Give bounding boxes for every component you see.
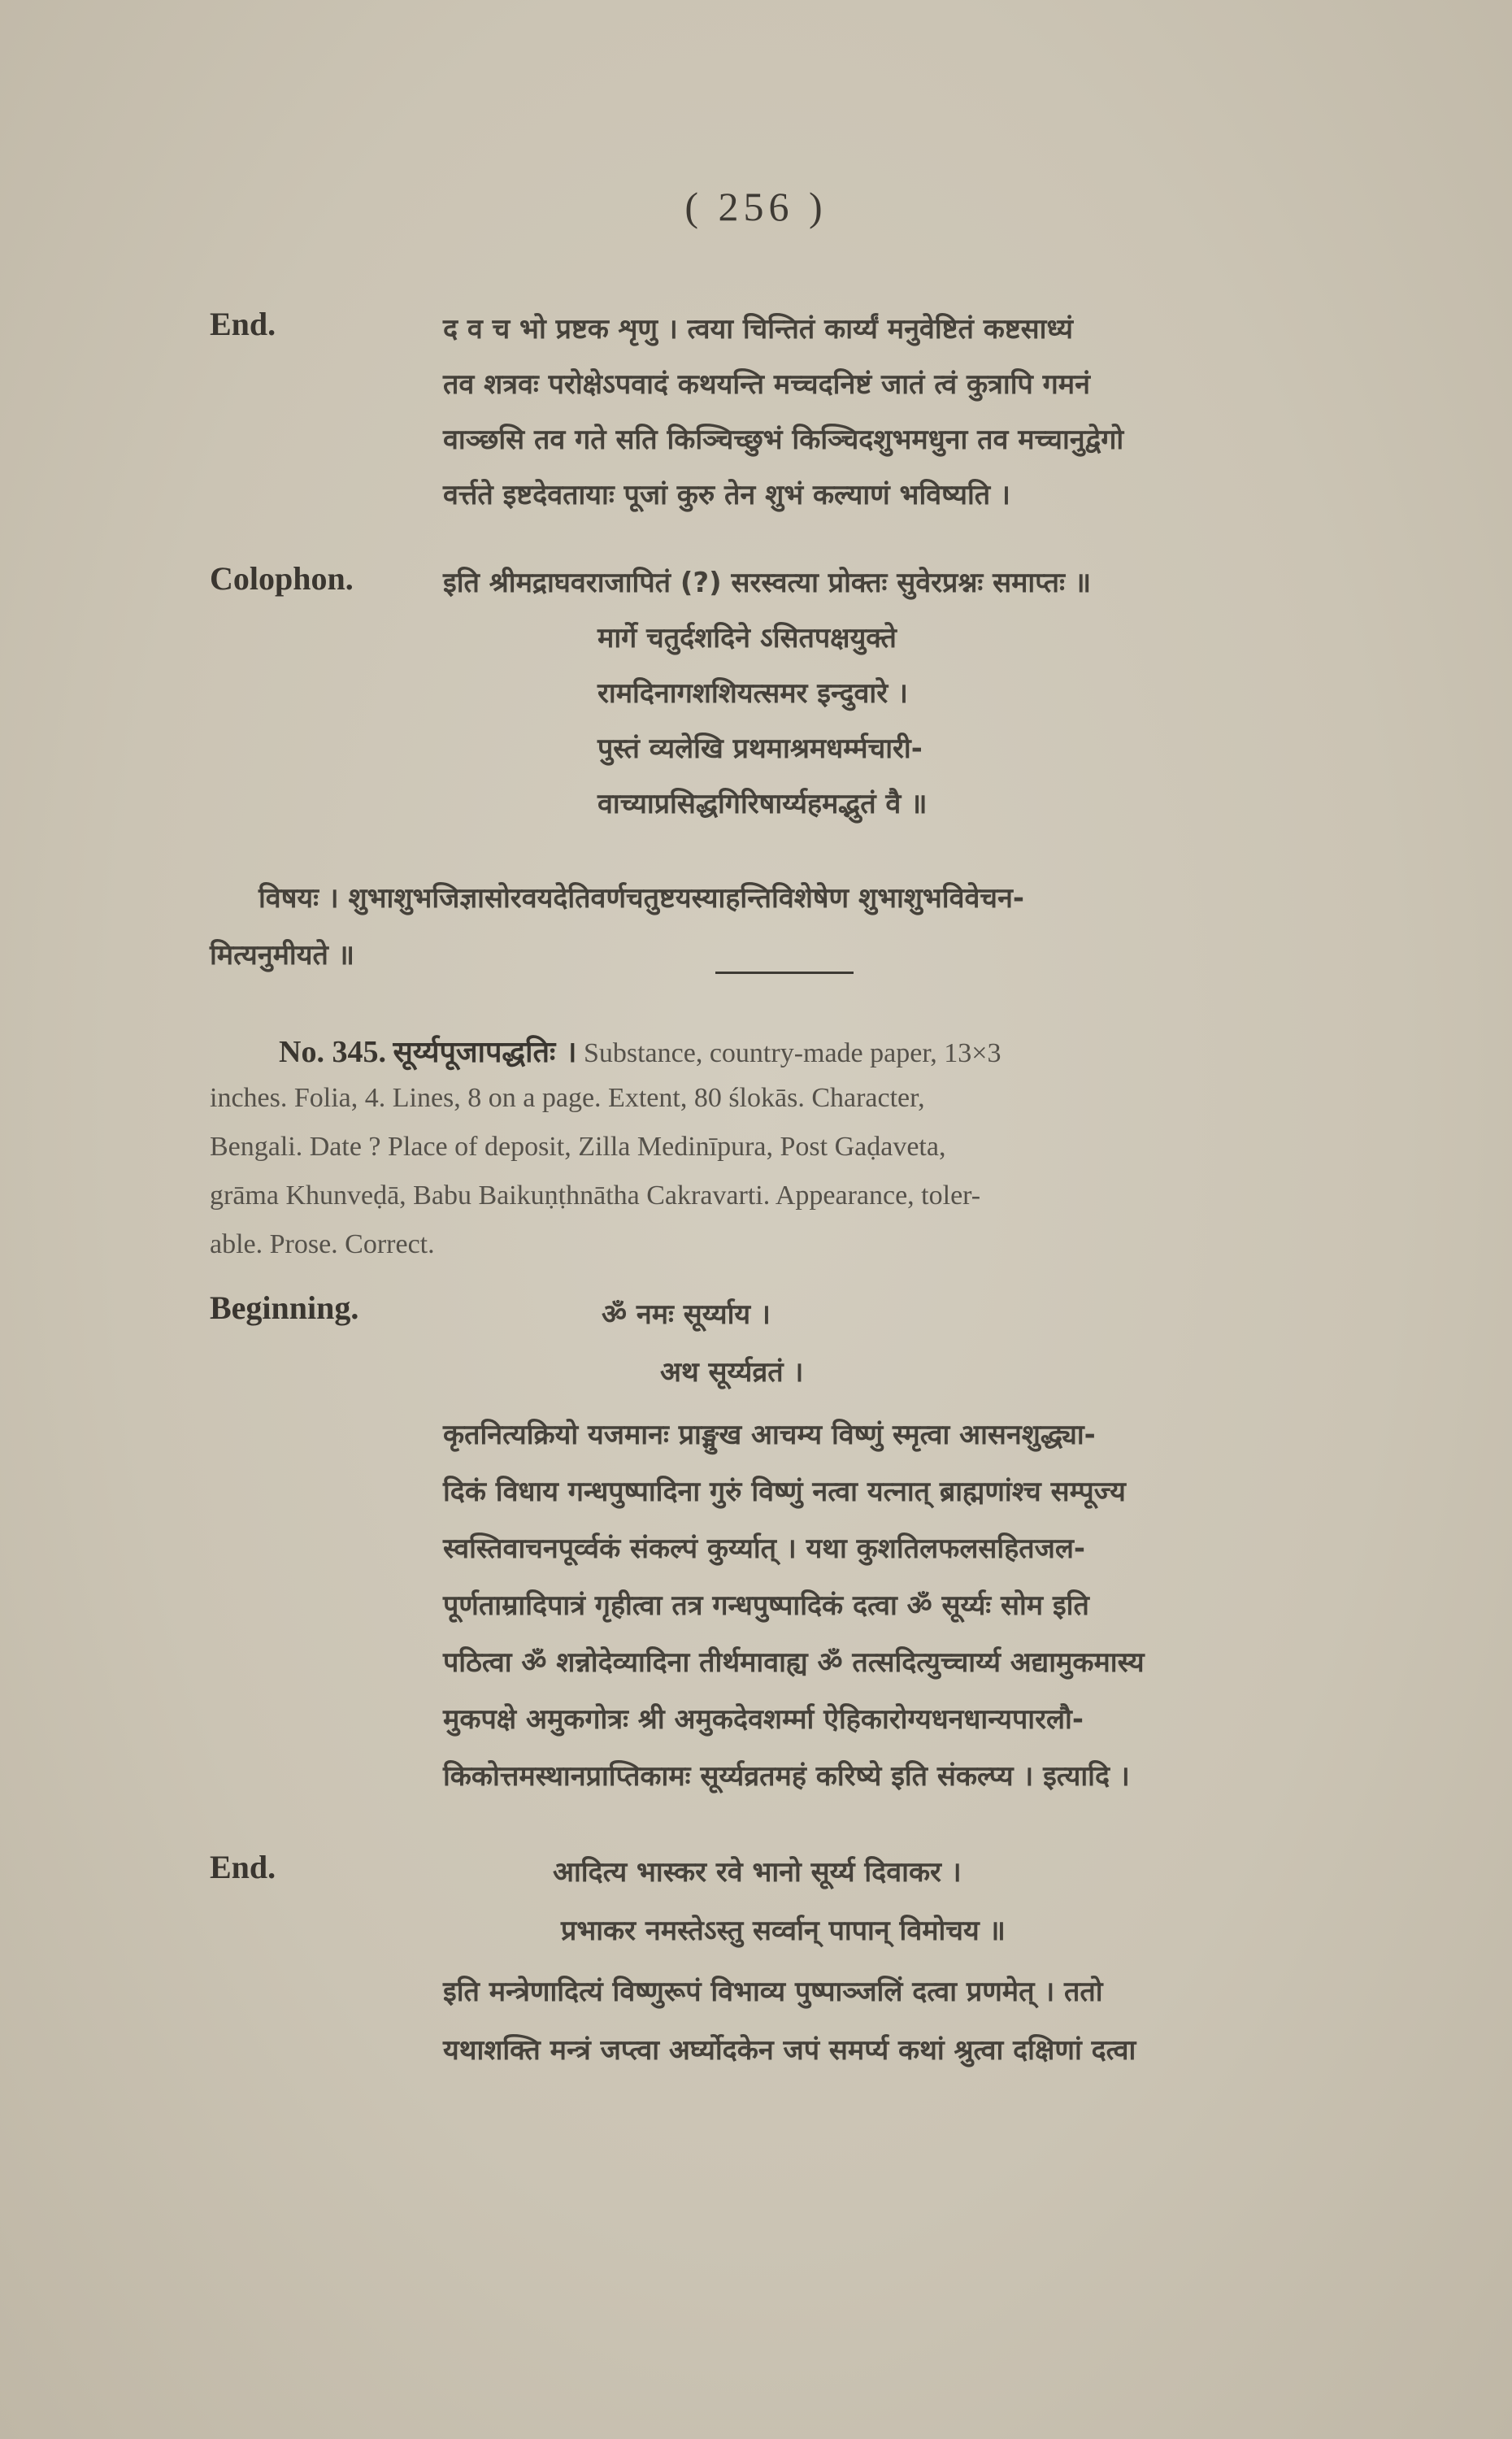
end-verse-line: आदित्य भास्कर रवे भानो सूर्य्य दिवाकर । xyxy=(553,1856,962,1889)
entry-description-line: grāma Khunveḍā, Babu Baikuṇṭhnātha Cakravarti. Appearance, toler- xyxy=(210,1180,981,1211)
beginning-text-line: स्वस्तिवाचनपूर्व्वकं संकल्पं कुर्य्यात् । यथा कुशतिलफलसहितजल- xyxy=(443,1533,1086,1565)
colophon-label: Colophon. xyxy=(210,560,354,597)
section-divider xyxy=(715,972,854,974)
end-text-line: वाञ्छसि तव गते सति किञ्चिच्छुभं किञ्चिदशुभमधुना तव मच्चानुद्वेगो xyxy=(443,424,1124,456)
colophon-verse-line: रामदिनागशशियत्समर इन्दुवारे । xyxy=(597,677,908,710)
end-text-line: तव शत्रवः परोक्षेऽपवादं कथयन्ति मच्चदनिष्टं जातं त्वं कुत्रापि गमनं xyxy=(443,368,1091,401)
beginning-text-line: पूर्णताम्रादिपात्रं गृहीत्वा तत्र गन्धपुष्पादिकं दत्वा ॐ सूर्य्यः सोम इति xyxy=(443,1589,1089,1622)
entry-description-line: able. Prose. Correct. xyxy=(210,1229,435,1259)
beginning-text-line: किकोत्तमस्थानप्राप्तिकामः सूर्य्यव्रतमहं करिष्ये इति संकल्प्य । इत्यादि । xyxy=(443,1760,1130,1793)
colophon-verse-line: पुस्तं व्यलेखि प्रथमाश्रमधर्म्मचारी- xyxy=(597,733,923,765)
entry-number: No. 345. xyxy=(279,1035,386,1069)
page-number: ( 256 ) xyxy=(684,184,828,229)
beginning-text-line: पठित्वा ॐ शन्नोदेव्यादिना तीर्थमावाह्य ॐ तत्सदित्युच्चार्य्य अद्यामुकमास्य xyxy=(443,1646,1145,1679)
subject-line: विषयः । शुभाशुभजिज्ञासोरवयदेतिवर्णचतुष्टयस्याहन्तिविशेषेण शुभाशुभविवेचन- xyxy=(259,882,1024,915)
colophon-verse-line: मार्गे चतुर्दशदिने ऽसितपक्षयुक्ते xyxy=(597,622,897,654)
beginning-text-line: दिकं विधाय गन्धपुष्पादिना गुरुं विष्णुं नत्वा यत्नात् ब्राह्मणांश्च सम्पूज्य xyxy=(443,1476,1126,1508)
entry-title: सूर्य्यपूजापद्धतिः । xyxy=(393,1036,577,1069)
catalogue-entry xyxy=(210,1031,1380,1275)
end-verse-line: प्रभाकर नमस्तेऽस्तु सर्व्वान् पापान् विमोचय ॥ xyxy=(561,1915,1006,1947)
end-label-1: End. xyxy=(210,306,276,342)
entry-description-line: inches. Folia, 4. Lines, 8 on a page. Extent, 80 ślokās. Character, xyxy=(210,1083,925,1113)
beginning-heading: ॐ नमः सूर्य्याय । xyxy=(602,1298,771,1331)
colophon-verse-line: वाच्याप्रसिद्धगिरिषार्य्यहमद्भुतं वै ॥ xyxy=(597,788,928,820)
beginning-heading: अथ सूर्य्यव्रतं । xyxy=(660,1356,804,1389)
entry-description-line: Bengali. Date ? Place of deposit, Zilla Medinīpura, Post Gaḍaveta, xyxy=(210,1132,946,1162)
end-label-2: End. xyxy=(210,1849,276,1885)
beginning-text-line: कृतनित्यक्रियो यजमानः प्राङ्मुख आचम्य विष्णुं स्मृत्वा आसनशुद्ध्या- xyxy=(443,1419,1096,1451)
end-text-line: वर्त्तते इष्टदेवतायाः पूजां कुरु तेन शुभं कल्याणं भविष्यति । xyxy=(443,479,1010,511)
subject-line: मित्यनुमीयते ॥ xyxy=(210,939,355,972)
beginning-text-line: मुकपक्षे अमुकगोत्रः श्री अमुकदेवशर्म्मा ऐहिकारोग्यधनधान्यपारलौ- xyxy=(443,1703,1084,1736)
beginning-label: Beginning. xyxy=(210,1289,359,1326)
end-text-line: इति मन्त्रेणादित्यं विष्णुरूपं विभाव्य पुष्पाञ्जलिं दत्वा प्रणमेत् । ततो xyxy=(443,1976,1103,2008)
end-text-line: द व च भो प्रष्टक शृणु । त्वया चिन्तितं कार्य्यं मनुवेष्टितं कष्टसाध्यं xyxy=(443,313,1073,346)
entry-description: Substance, country-made paper, 13×3 xyxy=(583,1038,1001,1068)
end-text-line: यथाशक्ति मन्त्रं जप्त्वा अर्घ्योदकेन जपं समर्प्य कथां श्रुत्वा दक्षिणां दत्वा xyxy=(443,2034,1136,2067)
colophon-first-line: इति श्रीमद्राघवराजापितं (?) सरस्वत्या प्रोक्तः सुवेरप्रश्नः समाप्तः ॥ xyxy=(443,567,1092,599)
